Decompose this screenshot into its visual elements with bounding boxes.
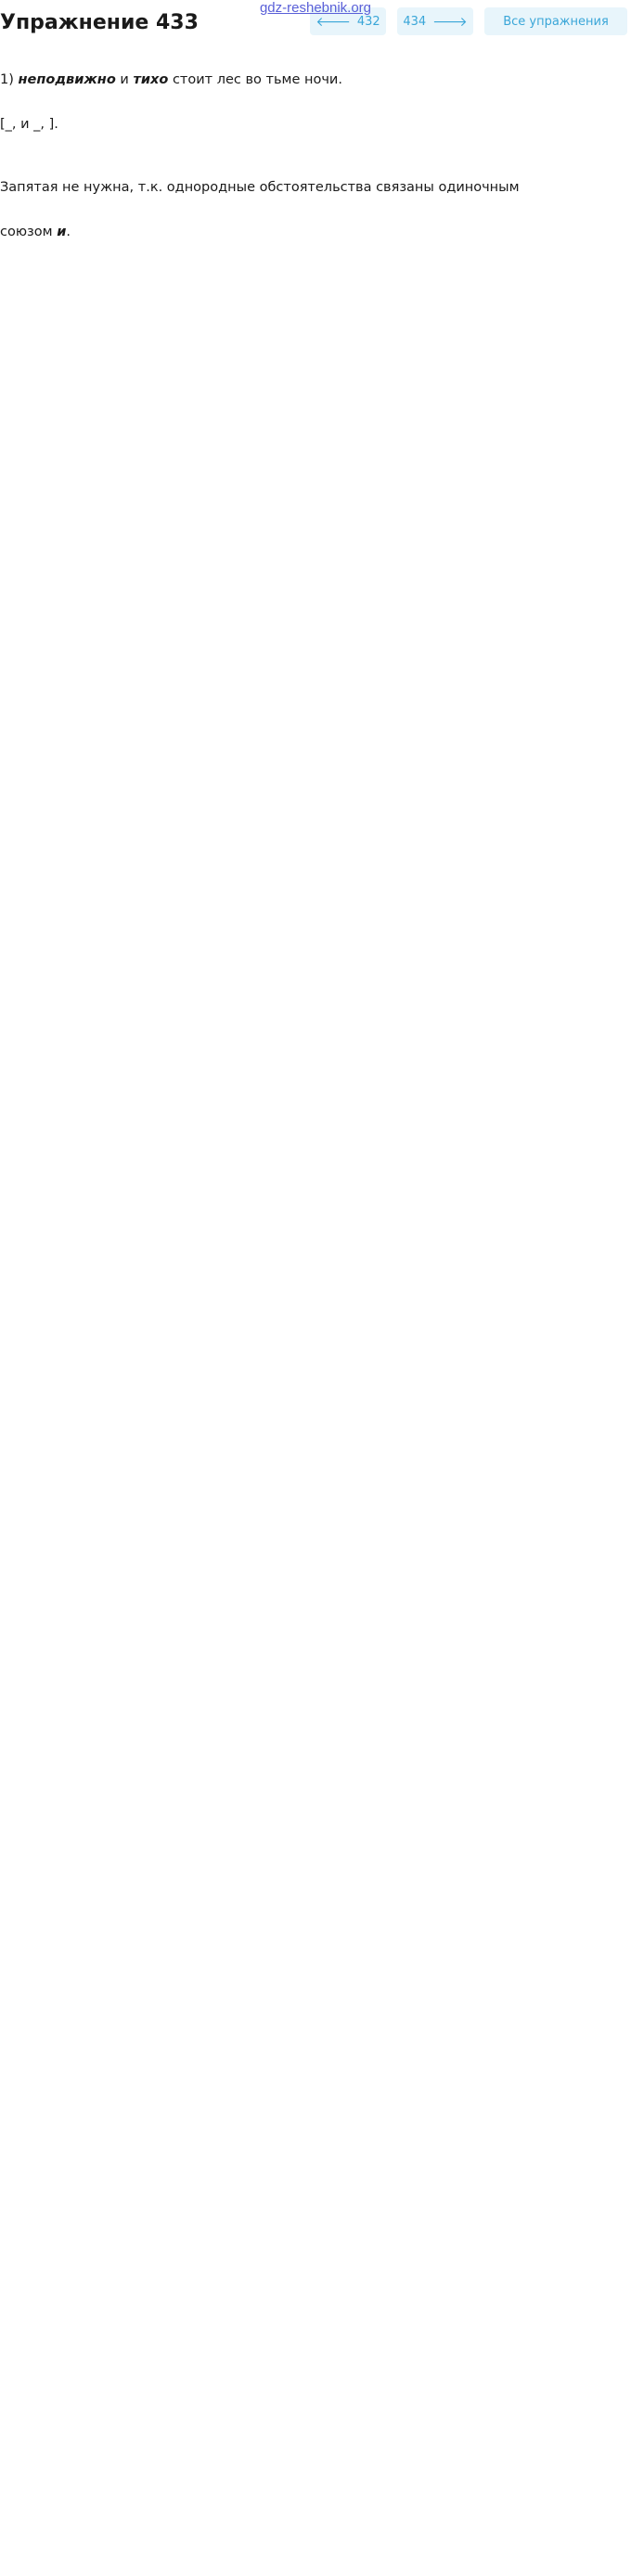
text-line: 1) неподвижно и тихо стоит лес во тьме ночи.	[0, 72, 342, 87]
prev-exercise-label: 432	[356, 14, 380, 29]
arrow-left-icon: 🡐	[316, 14, 351, 30]
next-exercise-label: 434	[403, 14, 427, 29]
exercise-panel-1	[0, 0, 631, 793]
text-line: союзом и.	[0, 225, 71, 239]
scheme-line: [_, и _, ].	[0, 117, 58, 132]
top-watermark-link[interactable]: gdz-reshebnik.org	[259, 0, 372, 16]
text-line: Запятая не нужна, т.к. однородные обстоятельства связаны одиночным	[0, 180, 520, 195]
arrow-right-icon: 🡒	[432, 14, 468, 30]
page-title: Упражнение 433	[0, 11, 199, 34]
all-exercises-label: Все упражнения	[503, 14, 609, 29]
